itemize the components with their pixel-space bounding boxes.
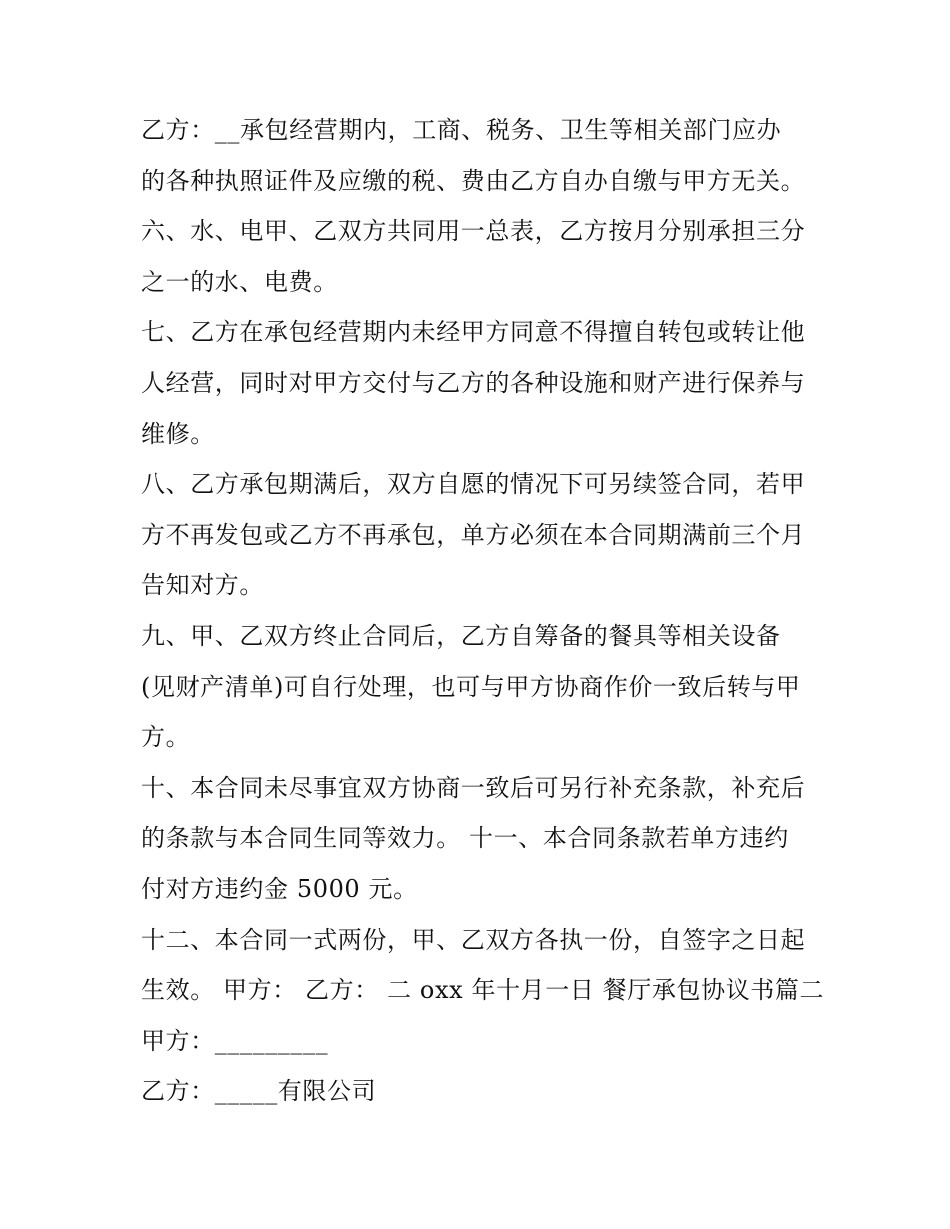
text-line: 六、水、电甲、乙双方共同用一总表，乙方按月分别承担三分 (141, 217, 806, 246)
text-line: 方。 (141, 723, 191, 752)
text-line: 付对方违约金 5000 元。 (141, 874, 418, 903)
text-line: 甲方：_________ (141, 1026, 329, 1055)
text-line: 七、乙方在承包经营期内未经甲方同意不得擅自转包或转让他 (141, 318, 806, 347)
text-line: (见财产清单)可自行处理，也可与甲方协商作价一致后转与甲 (141, 672, 801, 701)
text-line: 的各种执照证件及应缴的税、费由乙方自办自缴与甲方无关。 (141, 166, 806, 195)
text-line: 乙方：_____有限公司 (141, 1077, 377, 1106)
text-line: 的条款与本合同生同等效力。 十一、本合同条款若单方违约 (141, 824, 789, 853)
text-line: 十二、本合同一式两份，甲、乙双方各执一份，自签字之日起 (141, 925, 806, 954)
text-line: 维修。 (141, 419, 215, 448)
text-line: 八、乙方承包期满后，双方自愿的情况下可另续签合同，若甲 (141, 470, 806, 499)
text-line: 人经营，同时对甲方交付与乙方的各种设施和财产进行保养与 (141, 368, 806, 397)
text-line: 九、甲、乙双方终止合同后，乙方自筹备的餐具等相关设备 (141, 621, 781, 650)
document-body (141, 105, 825, 1117)
text-line: 告知对方。 (141, 571, 264, 600)
text-line: 十、本合同未尽事宜双方协商一致后可另行补充条款，补充后 (141, 773, 806, 802)
text-line: 乙方：__承包经营期内，工商、税务、卫生等相关部门应办 (141, 116, 782, 144)
text-line: 生效。 甲方： 乙方： 二 oxx 年十月一日 餐厅承包协议书篇二 (141, 976, 825, 1005)
text-line: 之一的水、电费。 (141, 267, 338, 296)
text-line: 方不再发包或乙方不再承包，单方必须在本合同期满前三个月 (141, 520, 806, 549)
